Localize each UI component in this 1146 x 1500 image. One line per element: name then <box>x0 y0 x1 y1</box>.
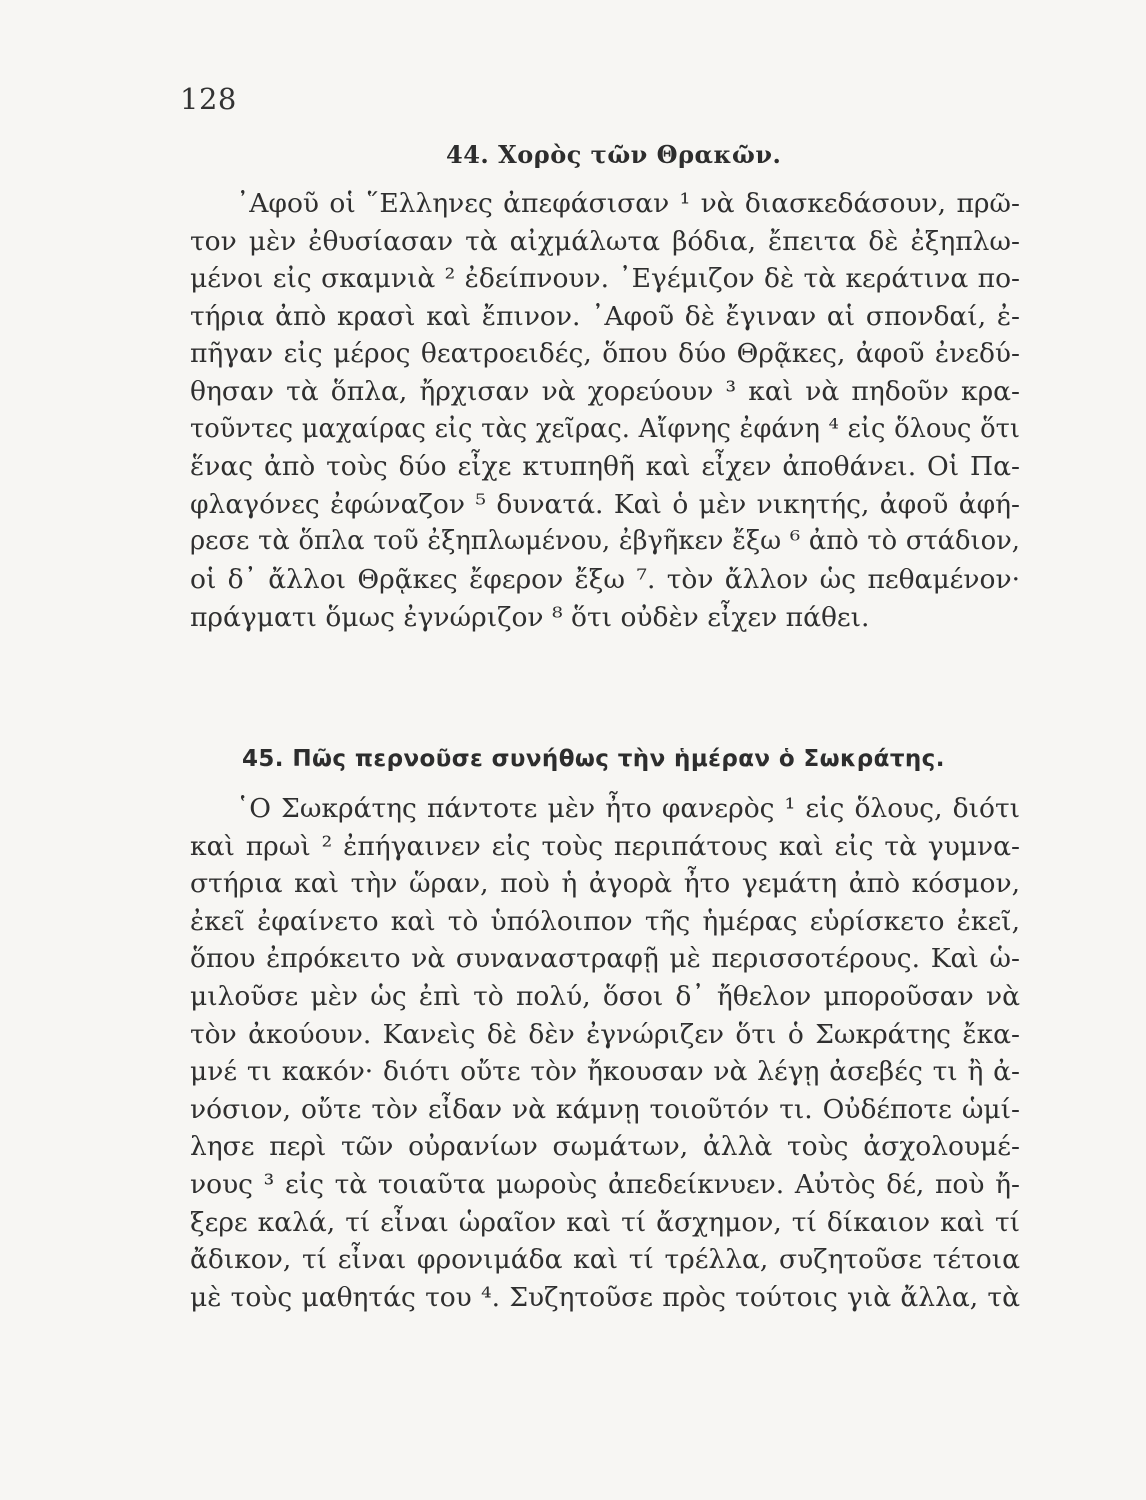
text-line: νους ³ εἰς τὰ τοιαῦτα μωροὺς ἀπεδείκνυεν. Αὐτὸς δέ, ποὺ ἤ- <box>190 1168 1020 1200</box>
section-title-45: 45. Πῶς περνοῦσε συνήθως τὴν ἡμέραν ὁ Σωκράτης. <box>242 746 945 772</box>
page-number: 128 <box>180 82 237 116</box>
text-line: τήρια ἀπὸ κρασὶ καὶ ἔπινον. ᾿Αφοῦ δὲ ἔγιναν αἱ σπονδαί, ἐ- <box>190 300 1020 332</box>
text-line: φλαγόνες ἐφώναζον ⁵ δυνατά. Καὶ ὁ μὲν νικητής, ἀφοῦ ἀφή- <box>190 488 1020 520</box>
text-line: θησαν τὰ ὅπλα, ἤρχισαν νὰ χορεύουν ³ καὶ νὰ πηδοῦν κρα- <box>190 375 1020 407</box>
text-line: τον μὲν ἐθυσίασαν τὰ αἰχμάλωτα βόδια, ἔπειτα δὲ ἐξηπλω- <box>190 225 1020 257</box>
text-line: νόσιον, οὔτε τὸν εἶδαν νὰ κάμνῃ τοιοῦτόν τι. Οὐδέποτε ὡμί- <box>190 1093 1020 1125</box>
text-line: μένοι εἰς σκαμνιὰ ² ἐδείπνουν. ᾿Εγέμιζον δὲ τὰ κεράτινα πο- <box>190 263 1020 295</box>
text-line: ἐκεῖ ἐφαίνετο καὶ τὸ ὑπόλοιπον τῆς ἡμέρας εὑρίσκετο ἐκεῖ, <box>190 905 1020 937</box>
text-line: ξερε καλά, τί εἶναι ὡραῖον καὶ τί ἄσχημον, τί δίκαιον καὶ τί <box>190 1206 1020 1238</box>
section-44-text <box>190 185 1020 636</box>
text-line: μιλοῦσε μὲν ὡς ἐπὶ τὸ πολύ, ὅσοι δ᾿ ἤθελον μποροῦσαν νὰ <box>190 980 1020 1012</box>
text-line: ρεσε τὰ ὅπλα τοῦ ἐξηπλωμένου, ἐβγῆκεν ἔξω ⁶ ἀπὸ τὸ στάδιον, <box>190 526 1020 557</box>
text-line: πράγματι ὅμως ἐγνώριζον ⁸ ὅτι οὐδὲν εἶχεν πάθει. <box>190 601 870 633</box>
text-line: ἕνας ἀπὸ τοὺς δύο εἶχε κτυπηθῆ καὶ εἶχεν ἀποθάνει. Οἱ Πα- <box>190 451 1020 483</box>
text-line: μὲ τοὺς μαθητάς του ⁴. Συζητοῦσε πρὸς τούτοις γιὰ ἄλλα, τὰ <box>190 1281 1020 1313</box>
text-line: τὸν ἀκούουν. Κανεὶς δὲ δὲν ἐγνώριζεν ὅτι ὁ Σωκράτης ἔκα- <box>190 1018 1020 1050</box>
text-line: ᾿Αφοῦ οἱ ῞Ελληνες ἀπεφάσισαν ¹ νὰ διασκεδάσουν, πρῶ- <box>236 188 1020 219</box>
section-title-44: 44. Χορὸς τῶν Θρακῶν. <box>446 140 782 169</box>
text-line: ἄδικον, τί εἶναι φρονιμάδα καὶ τί τρέλλα, συζητοῦσε τέτοια <box>190 1244 1020 1276</box>
text-line: τοῦντες μαχαίρας εἰς τὰς χεῖρας. Αἴφνης ἐφάνη ⁴ εἰς ὅλους ὅτι <box>190 413 1020 444</box>
text-line: λησε περὶ τῶν οὐρανίων σωμάτων, ἀλλὰ τοὺς ἀσχολουμέ- <box>190 1131 1020 1163</box>
text-line: πῆγαν εἰς μέρος θεατροειδές, ὅπου δύο Θρᾷκες, ἀφοῦ ἐνεδύ- <box>190 338 1020 370</box>
text-line: καὶ πρωὶ ² ἐπήγαινεν εἰς τοὺς περιπάτους καὶ εἰς τὰ γυμνα- <box>190 830 1020 862</box>
text-line: ῾Ο Σωκράτης πάντοτε μὲν ἦτο φανερὸς ¹ εἰς ὅλους, διότι <box>236 793 1020 824</box>
section-45-text <box>190 790 1020 1316</box>
text-line: μνέ τι κακόν· διότι οὔτε τὸν ἤκουσαν νὰ λέγῃ ἀσεβές τι ἢ ἀ- <box>190 1056 1020 1088</box>
text-line: οἱ δ᾿ ἄλλοι Θρᾷκες ἔφερον ἔξω ⁷. τὸν ἄλλον ὡς πεθαμένον· <box>190 563 1020 595</box>
text-line: ὅπου ἐπρόκειτο νὰ συναναστραφῇ μὲ περισσοτέρους. Καὶ ὡ- <box>190 943 1020 975</box>
text-line: στήρια καὶ τὴν ὥραν, ποὺ ἡ ἀγορὰ ἦτο γεμάτη ἀπὸ κόσμον, <box>190 868 1020 900</box>
